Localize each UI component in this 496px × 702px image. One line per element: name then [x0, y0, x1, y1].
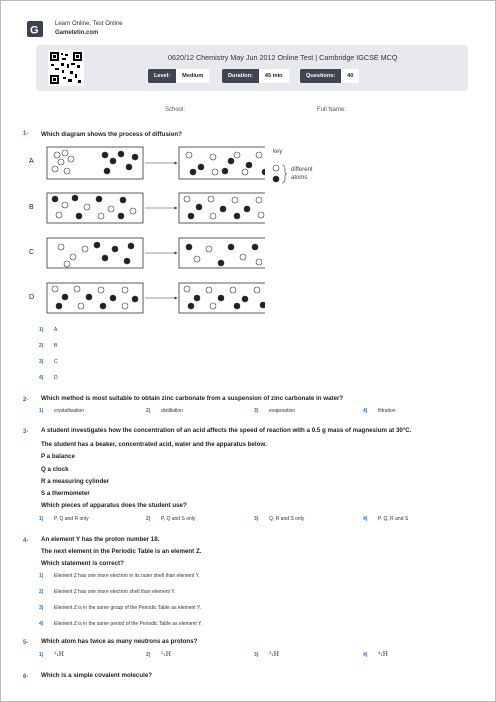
option-number[interactable]: 2): [146, 408, 151, 414]
option-number[interactable]: 4): [39, 375, 44, 381]
question-number: 1-: [23, 131, 29, 137]
option-text[interactable]: distillation: [161, 408, 183, 414]
option-number[interactable]: 1): [39, 652, 44, 658]
option-number[interactable]: 4): [363, 408, 368, 414]
option-text[interactable]: Q, R and S only: [269, 516, 305, 522]
question-text: An element Y has the proton number 18.: [41, 536, 160, 543]
svg-text:G: G: [30, 24, 39, 37]
option-number[interactable]: 3): [39, 605, 44, 611]
diffusion-diagrams: [45, 145, 265, 321]
option-number[interactable]: 2): [146, 652, 151, 658]
option-text[interactable]: A: [54, 327, 58, 333]
full-name-field[interactable]: Full Name:: [317, 107, 347, 113]
question-number: 6-: [23, 674, 29, 680]
question-text: Which diagram shows the process of diffusion?: [41, 131, 182, 138]
key-legend-text: atoms: [291, 175, 308, 181]
option-number[interactable]: 2): [39, 343, 44, 349]
question-number: 5-: [23, 640, 29, 646]
duration-value: 45 min: [259, 69, 289, 83]
question-number: 2-: [23, 397, 29, 403]
question-text: Which is a simple covalent molecule?: [41, 672, 153, 679]
apparatus-item: R a measuring cylinder: [41, 478, 110, 485]
questions-pill: [300, 69, 359, 83]
option-text[interactable]: crystallisation: [54, 408, 85, 414]
brand-header: [27, 19, 187, 41]
brand-tagline: Learn Online, Test Online: [55, 21, 123, 27]
question-text: A student investigates how the concentration of an acid affects the speed of reaction with a 0.5 g mass of magnesium at 30°C.: [41, 427, 412, 434]
brand-site: Gametetin.com: [55, 30, 99, 36]
key-legend-icon: [271, 161, 287, 187]
option-formula[interactable]: ²₁H: [161, 651, 172, 658]
question-prompt: Which statement is correct?: [41, 560, 124, 567]
question-number: 4-: [23, 538, 29, 544]
option-number[interactable]: 2): [39, 589, 44, 595]
question-text: The student has a beaker, concentrated acid, water and the apparatus below.: [41, 441, 267, 448]
test-title: 0620/12 Chemistry May Jun 2012 Online Test | Cambridge IGCSE MCQ: [168, 53, 398, 62]
option-number[interactable]: 4): [39, 621, 44, 627]
apparatus-item: S a thermometer: [41, 490, 90, 497]
option-text[interactable]: Element Z has one more electron shell than element Y.: [54, 589, 176, 595]
option-number[interactable]: 1): [39, 408, 44, 414]
option-number[interactable]: 3): [254, 652, 259, 658]
option-number[interactable]: 3): [254, 408, 259, 414]
option-text[interactable]: evaporation: [269, 408, 296, 414]
option-number[interactable]: 1): [39, 327, 44, 333]
option-number[interactable]: 1): [39, 516, 44, 522]
option-text[interactable]: filtration: [378, 408, 396, 414]
apparatus-item: Q a clock: [41, 466, 69, 473]
option-text[interactable]: P, Q, R and S: [378, 516, 409, 522]
question-text: The next element in the Periodic Table is an element Z.: [41, 548, 202, 555]
option-text[interactable]: Element Z is in the same period of the Periodic Table as element Y.: [54, 621, 203, 627]
diagram-row-label: A: [29, 158, 34, 165]
option-text[interactable]: P, Q and S only: [161, 516, 196, 522]
option-text[interactable]: Element Z is in the same group of the Periodic Table as element Y.: [54, 605, 202, 611]
option-formula[interactable]: ³₁H: [269, 651, 280, 658]
option-text[interactable]: Element Z has one more electron in its outer shell than element Y.: [54, 573, 200, 579]
diagram-row-label: D: [29, 294, 35, 301]
option-number[interactable]: 2): [146, 516, 151, 522]
option-number[interactable]: 3): [254, 516, 259, 522]
test-info-box: [36, 45, 468, 91]
apparatus-item: P a balance: [41, 453, 75, 460]
school-field[interactable]: School:: [165, 107, 186, 113]
option-number[interactable]: 4): [363, 516, 368, 522]
level-pill: [148, 69, 209, 83]
duration-label: Duration:: [222, 69, 259, 83]
option-number[interactable]: 4): [363, 652, 368, 658]
qr-code-icon[interactable]: [48, 50, 84, 86]
option-number[interactable]: 3): [39, 359, 44, 365]
level-label: Level:: [148, 69, 176, 83]
question-number: 3-: [23, 429, 29, 435]
key-legend-text: different: [291, 167, 313, 173]
question-text: Which atom has twice as many neutrons as protons?: [41, 638, 198, 645]
question-text: Which method is most suitable to obtain zinc carbonate from a suspension of zinc carbonate in water?: [41, 395, 344, 402]
option-formula[interactable]: ⁴₁H: [378, 651, 389, 658]
option-text[interactable]: B: [54, 343, 58, 349]
option-number[interactable]: 1): [39, 573, 44, 579]
questions-value: 40: [341, 69, 359, 83]
level-value: Medium: [176, 69, 209, 83]
duration-pill: [222, 69, 289, 83]
option-text[interactable]: P, Q and R only: [54, 516, 89, 522]
option-formula[interactable]: ¹₁H: [54, 651, 65, 658]
questions-label: Questions:: [300, 69, 341, 83]
key-title: key: [273, 149, 283, 155]
option-text[interactable]: D: [54, 375, 58, 381]
option-text[interactable]: C: [54, 359, 58, 365]
question-prompt: Which pieces of apparatus does the student use?: [41, 502, 187, 509]
diagram-row-label: C: [29, 249, 35, 256]
gametetin-logo-icon: [27, 21, 43, 37]
diagram-row-label: B: [29, 204, 34, 211]
